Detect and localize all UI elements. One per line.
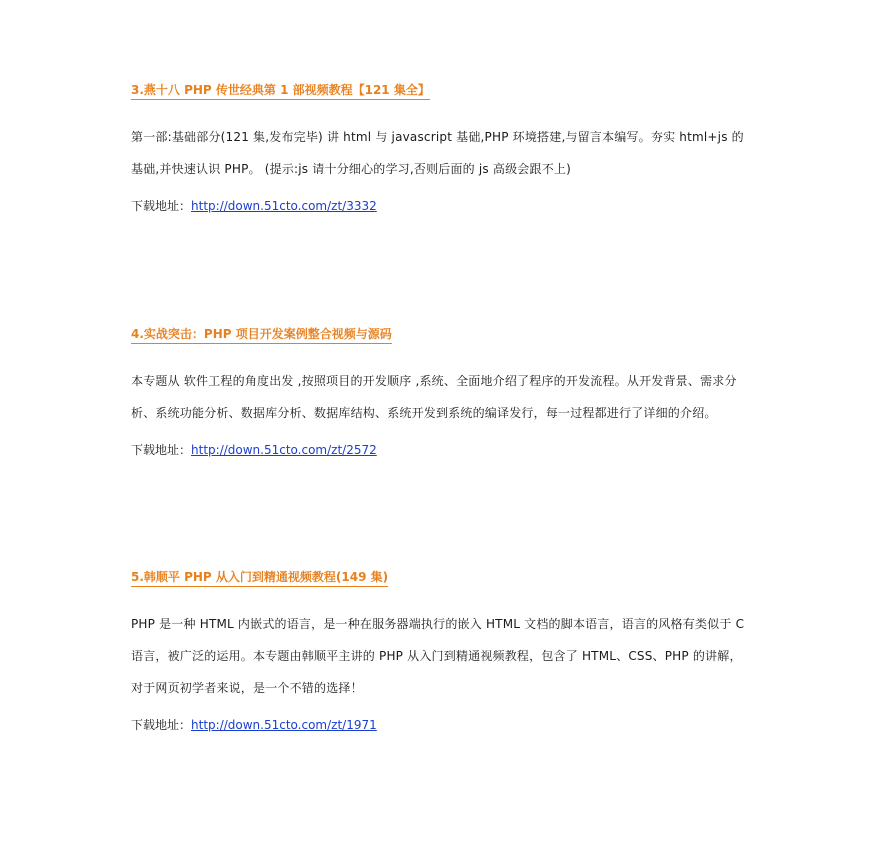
section-title: 5.韩顺平 PHP 从入门到精通视频教程(149 集) — [131, 569, 388, 587]
download-link[interactable]: http://down.51cto.com/zt/2572 — [191, 443, 377, 457]
download-line — [131, 442, 751, 458]
section-3 — [131, 79, 751, 214]
section-description: 本专题从 软件工程的角度出发 ,按照项目的开发顺序 ,系统、全面地介绍了程序的开发流程。从开发背景、需求分析、系统功能分析、数据库分析、数据库结构、系统开发到系统的编译发行，每一过程都进行了详细的介绍。 — [131, 374, 737, 420]
download-label: 下载地址： — [131, 443, 192, 457]
download-line — [131, 717, 751, 733]
section-title: 3.燕十八 PHP 传世经典第 1 部视频教程【121 集全】 — [131, 82, 430, 100]
download-label: 下载地址： — [131, 199, 192, 213]
section-5 — [131, 566, 751, 733]
download-link[interactable]: http://down.51cto.com/zt/1971 — [191, 718, 377, 732]
section-description: PHP 是一种 HTML 内嵌式的语言，是一种在服务器端执行的嵌入 HTML 文档的脚本语言，语言的风格有类似于 C 语言，被广泛的运用。本专题由韩顺平主讲的 PHP 从入门到精通视频教程，包含了 HTML、CSS、PHP 的讲解，对于网页初学者来说，是一个不错的选择！ — [131, 617, 745, 695]
download-link[interactable]: http://down.51cto.com/zt/3332 — [191, 199, 377, 213]
download-line — [131, 198, 751, 214]
section-description: 第一部:基础部分(121 集,发布完毕) 讲 html 与 javascript 基础,PHP 环境搭建,与留言本编写。夯实 html+js 的基础,并快速认识 PHP。 (提示:js 请十分细心的学习,否则后面的 js 高级会跟不上) — [131, 130, 744, 176]
section-title: 4.实战突击：PHP 项目开发案例整合视频与源码 — [131, 326, 392, 344]
section-4 — [131, 323, 751, 458]
download-label: 下载地址： — [131, 718, 192, 732]
